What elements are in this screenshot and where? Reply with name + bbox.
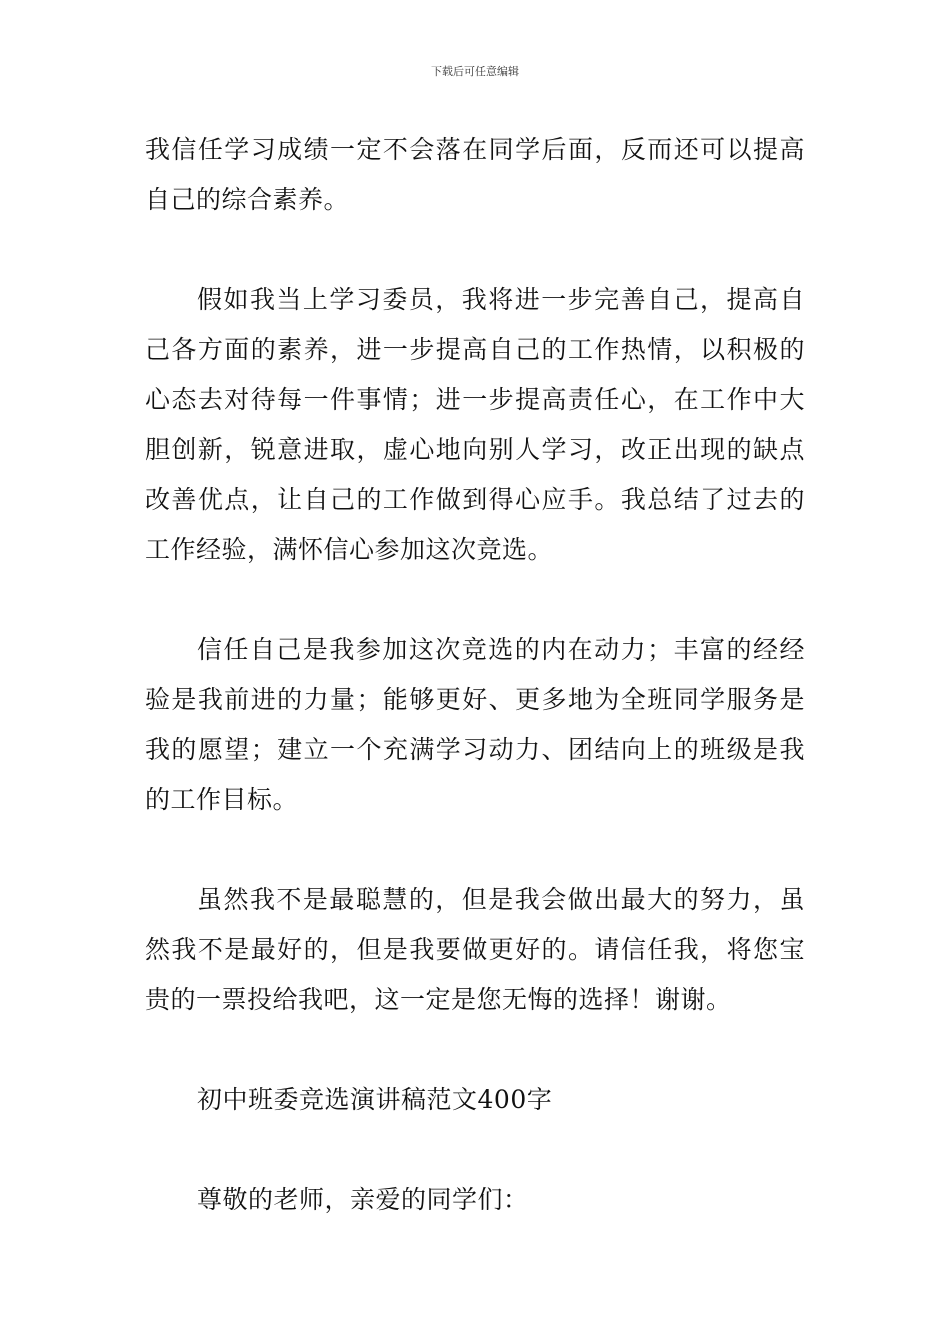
paragraph-closing: 虽然我不是最聪慧的，但是我会做出最大的努力，虽然我不是最好的，但是我要做更好的。请信任我，将您宝贵的一票投给我吧，这一定是您无悔的选择！谢谢。: [145, 885, 805, 1014]
section-title: 初中班委竞选演讲稿范文400字: [197, 1085, 553, 1114]
paragraph-self-trust: 信任自己是我参加这次竞选的内在动力；丰富的经经验是我前进的力量；能够更好、更多地为全班同学服务是我的愿望；建立一个充满学习动力、团结向上的班级是我的工作目标。: [145, 635, 805, 814]
paragraph-study-committee: 假如我当上学习委员，我将进一步完善自己，提高自己各方面的素养，进一步提高自己的工作热情，以积极的心态去对待每一件事情；进一步提高责任心，在工作中大胆创新，锐意进取，虚心地向别人学习，改正出现的缺点改善优点，让自己的工作做到得心应手。我总结了过去的工作经验，满怀信心参加这次竞选。: [145, 285, 805, 564]
page-header-note: 下载后可任意编辑: [431, 65, 519, 78]
document-body: [145, 125, 805, 1225]
salutation: 尊敬的老师，亲爱的同学们：: [197, 1185, 529, 1214]
paragraph-continuation: 我信任学习成绩一定不会落在同学后面，反而还可以提高自己的综合素养。: [145, 135, 805, 214]
